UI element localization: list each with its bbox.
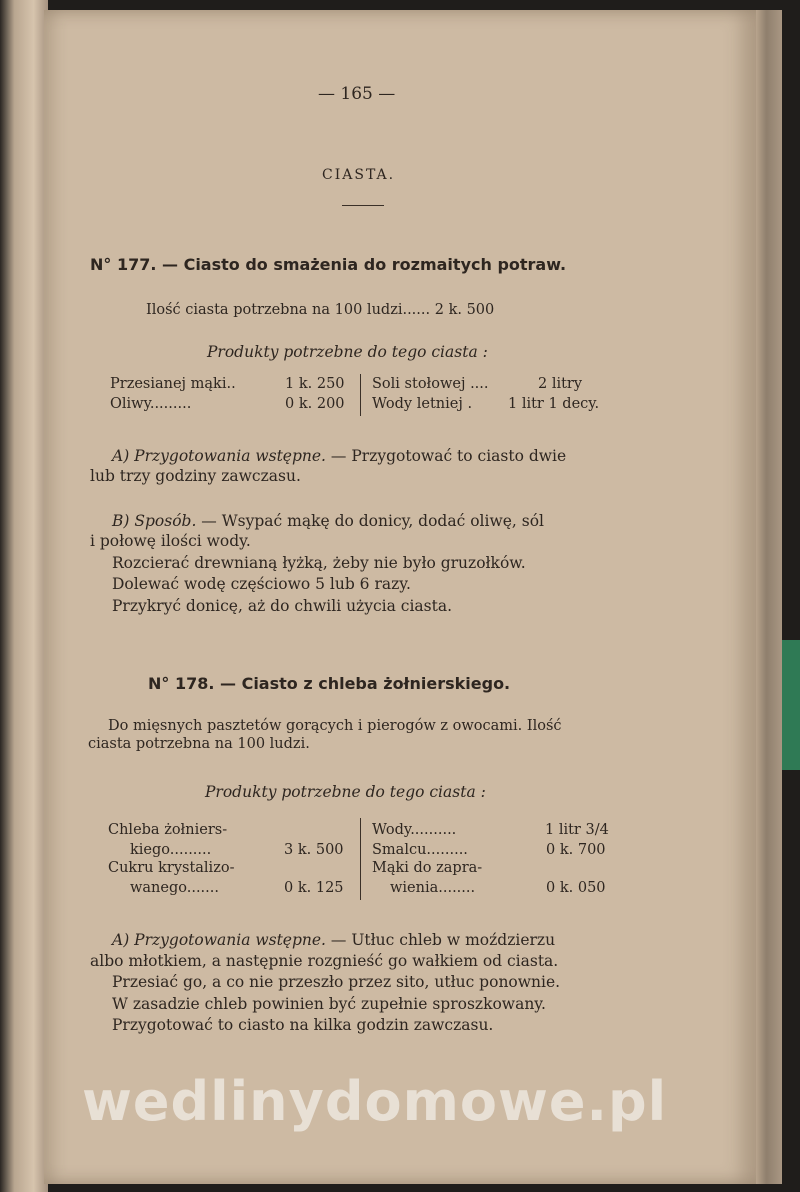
watermark: wedlinydomowe.pl: [82, 1070, 668, 1133]
prep-label: A) Przygotowania wstępne.: [112, 931, 326, 949]
recipe-177-product-qty: 1 litr 1 decy.: [508, 396, 600, 412]
recipe-178-product-qty: 0 k. 700: [546, 842, 606, 858]
recipe-177-product-name: Soli stołowej ....: [372, 376, 489, 392]
recipe-178-product-name: Mąki do zapra-: [372, 860, 483, 876]
recipe-178-product-qty: 3 k. 500: [284, 842, 344, 858]
recipe-178-products-title: Produkty potrzebne do tego ciasta :: [205, 783, 486, 801]
recipe-177-product-qty: 0 k. 200: [285, 396, 345, 412]
title-rule: [342, 205, 384, 206]
recipe-178-prep-line: albo młotkiem, a następnie rozgnieść go wałkiem od ciasta.: [90, 952, 559, 970]
recipe-177-product-qty: 1 k. 250: [285, 376, 345, 392]
recipe-178-product-qty: 0 k. 125: [284, 880, 344, 896]
recipe-177-prep: [112, 446, 566, 466]
recipe-177-method-line: i połowę ilości wody.: [90, 532, 251, 550]
book-binding: [0, 0, 48, 1192]
recipe-177-product-name: Wody letniej .: [372, 396, 473, 412]
recipe-178-product-name: wienia........: [390, 880, 476, 896]
prep-label: A) Przygotowania wstępne.: [112, 447, 326, 465]
recipe-178-prep-line: Przesiać go, a co nie przeszło przez sito, utłuc ponownie.: [112, 973, 561, 991]
recipe-177-product-name: Oliwy.........: [110, 396, 192, 412]
recipe-178-product-name: Chleba żołniers-: [108, 822, 228, 838]
recipe-177-product-qty: 2 litry: [538, 376, 583, 392]
recipe-178-prep: [112, 930, 555, 950]
method-text: — Wsypać mąkę do donicy, dodać oliwę, sól: [196, 512, 544, 530]
recipe-178-intro: ciasta potrzebna na 100 ludzi.: [88, 736, 310, 752]
recipe-177-method-line: Dolewać wodę częściowo 5 lub 6 razy.: [112, 575, 411, 593]
recipe-177-method-line: Rozcierać drewnianą łyżką, żeby nie było gruzołków.: [112, 554, 526, 572]
column-divider: [360, 818, 361, 900]
recipe-178-product-name: kiego.........: [130, 842, 212, 858]
chapter-title: CIASTA.: [322, 167, 396, 183]
recipe-177-product-name: Przesianej mąki..: [110, 376, 236, 392]
column-divider: [360, 374, 361, 416]
recipe-177-prep-cont: lub trzy godziny zawczasu.: [90, 467, 301, 485]
recipe-178-product-name: Cukru krystalizo-: [108, 860, 235, 876]
recipe-178-product-name: Wody..........: [372, 822, 457, 838]
page-edge: [756, 10, 782, 1184]
recipe-177-method: [112, 511, 544, 531]
recipe-178-intro: Do mięsnych pasztetów gorących i pierogów z owocami. Ilość: [108, 718, 562, 734]
recipe-177-quantity: Ilość ciasta potrzebna na 100 ludzi...... 2 k. 500: [146, 302, 495, 318]
recipe-177-heading: N° 177. — Ciasto do smażenia do rozmaitych potraw.: [90, 255, 567, 274]
recipe-178-prep-line: Przygotować to ciasto na kilka godzin zawczasu.: [112, 1016, 494, 1034]
recipe-177-method-line: Przykryć donicę, aż do chwili użycia ciasta.: [112, 597, 453, 615]
prep-text: — Utłuc chleb w moździerzu: [326, 931, 556, 949]
prep-text: — Przygotować to ciasto dwie: [326, 447, 567, 465]
bookmark: [782, 640, 800, 770]
recipe-178-product-qty: 0 k. 050: [546, 880, 606, 896]
recipe-178-prep-line: W zasadzie chleb powinien być zupełnie sproszkowany.: [112, 995, 546, 1013]
page-number: — 165 —: [318, 84, 396, 104]
recipe-178-product-name: Smalcu.........: [372, 842, 468, 858]
recipe-178-product-name: wanego.......: [130, 880, 219, 896]
method-label: B) Sposób.: [112, 512, 197, 530]
recipe-177-products-title: Produkty potrzebne do tego ciasta :: [207, 343, 488, 361]
recipe-178-heading: N° 178. — Ciasto z chleba żołnierskiego.: [148, 674, 511, 693]
recipe-178-product-qty: 1 litr 3/4: [545, 822, 609, 838]
